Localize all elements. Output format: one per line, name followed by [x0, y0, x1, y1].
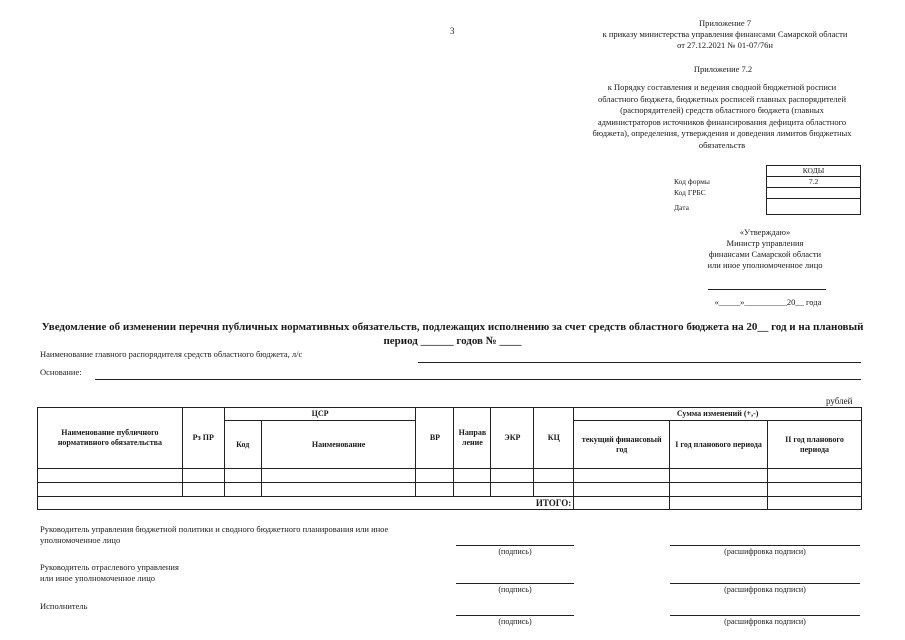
document-title: [30, 320, 875, 348]
table-row: [38, 483, 862, 497]
order-line: к Порядку составления и ведения сводной бюджетной росписи: [607, 82, 837, 92]
title-line-2: период ______ годов № ____: [383, 335, 522, 347]
codes-labels: [674, 176, 710, 213]
grbs-code-value[interactable]: [767, 188, 860, 199]
decoding-caption: (расшифровка подписи): [724, 617, 806, 626]
col-rz-pr-header: Рз ПР: [182, 408, 224, 469]
order-line: бюджета), определения, утверждения и доведения лимитов бюджетных: [592, 128, 852, 138]
order-line: администраторов источников финансирования дефицита областного: [597, 116, 847, 127]
form-code-label: Код формы: [674, 177, 710, 186]
head-sector-label: [40, 562, 179, 584]
col-year2-header: II год планового периода: [768, 421, 862, 469]
approval-block: [700, 227, 830, 271]
col-sum-header: Сумма изменений (+,-): [574, 408, 862, 421]
grbs-name-field[interactable]: [418, 362, 861, 363]
head-budget-line-2: уполномоченное лицо: [40, 535, 121, 545]
total-year1[interactable]: [670, 497, 768, 510]
codes-header: КОДЫ: [767, 166, 860, 177]
approval-date-line: «_____»__________20__ года: [714, 297, 822, 307]
executor-label: Исполнитель: [40, 601, 88, 611]
head-sector-line-1: Руководитель отраслевого управления: [40, 562, 179, 572]
signature-caption: (подпись): [498, 585, 532, 594]
approval-role: Министр управления: [726, 238, 804, 248]
head-budget-decoding-line[interactable]: [670, 545, 860, 546]
col-name-header: Наименование: [261, 421, 416, 469]
approval-org: финансами Самарской области: [708, 249, 822, 259]
col-vr-header: ВР: [416, 408, 454, 469]
decoding-caption: (расшифровка подписи): [724, 547, 806, 556]
units-label: рублей: [826, 396, 853, 406]
head-budget-line-1: Руководитель управления бюджетной политики и сводного бюджетного планирования или иное: [40, 524, 389, 534]
head-budget-signature-line[interactable]: [456, 545, 574, 546]
head-sector-decoding-line[interactable]: [670, 583, 860, 584]
executor-signature-line[interactable]: [456, 615, 574, 616]
grbs-code-label: Код ГРБС: [674, 188, 706, 197]
appendix-7-order: к приказу министерства управления финансами Самарской области: [602, 29, 848, 39]
total-label: ИТОГО:: [38, 497, 574, 510]
col-csr-header: ЦСР: [224, 408, 416, 421]
codes-box: [766, 165, 861, 215]
executor-decoding-line[interactable]: [670, 615, 860, 616]
decoding-caption: (расшифровка подписи): [724, 585, 806, 594]
col-code-header: Код: [224, 421, 261, 469]
appendix-7-title: Приложение 7: [699, 18, 751, 28]
head-budget-label: [40, 524, 388, 546]
total-current-year[interactable]: [574, 497, 670, 510]
grbs-name-label: Наименование главного распорядителя средств областного бюджета, л/с: [40, 349, 303, 359]
signature-caption: (подпись): [498, 617, 532, 626]
order-reference: [572, 82, 872, 151]
date-value[interactable]: [767, 199, 860, 214]
appendix-7-2-title: Приложение 7.2: [693, 64, 753, 74]
approval-signature-line: [708, 289, 826, 290]
order-line: (распорядителей) средств областного бюджета (главных: [620, 105, 824, 115]
form-code-value[interactable]: 7.2: [767, 177, 860, 188]
appendix-7-date: от 27.12.2021 № 01-07/76н: [677, 40, 773, 50]
basis-field[interactable]: [95, 379, 861, 380]
total-year2[interactable]: [768, 497, 862, 510]
approval-heading: «Утверждаю»: [739, 227, 791, 237]
head-sector-signature-line[interactable]: [456, 583, 574, 584]
date-label: Дата: [674, 203, 689, 212]
signature-caption: (подпись): [498, 547, 532, 556]
page-number: 3: [450, 26, 455, 36]
obligations-table: [37, 407, 862, 510]
approval-alt: или иное уполномоченное лицо: [707, 260, 823, 270]
order-line: областного бюджета, бюджетных росписей главных распорядителей: [597, 93, 846, 104]
col-direction-header: Направ ление: [454, 408, 491, 469]
col-obligation-header: Наименование публичного нормативного обязательства: [38, 408, 183, 469]
table-row: [38, 469, 862, 483]
col-current-year-header: текущий финансовый год: [574, 421, 670, 469]
order-line: обязательств: [698, 139, 746, 150]
col-ekr-header: ЭКР: [491, 408, 534, 469]
col-kc-header: КЦ: [534, 408, 574, 469]
total-row: [38, 497, 862, 510]
appendix-7-header: [580, 18, 870, 51]
basis-label: Основание:: [40, 367, 82, 377]
head-sector-line-2: или иное уполномоченное лицо: [40, 573, 156, 583]
col-year1-header: I год планового периода: [670, 421, 768, 469]
title-line-1: Уведомление об изменении перечня публичных нормативных обязательств, подлежащих исполнению за счет средств областного бюджета на 20__ год и на плановый: [41, 321, 864, 333]
